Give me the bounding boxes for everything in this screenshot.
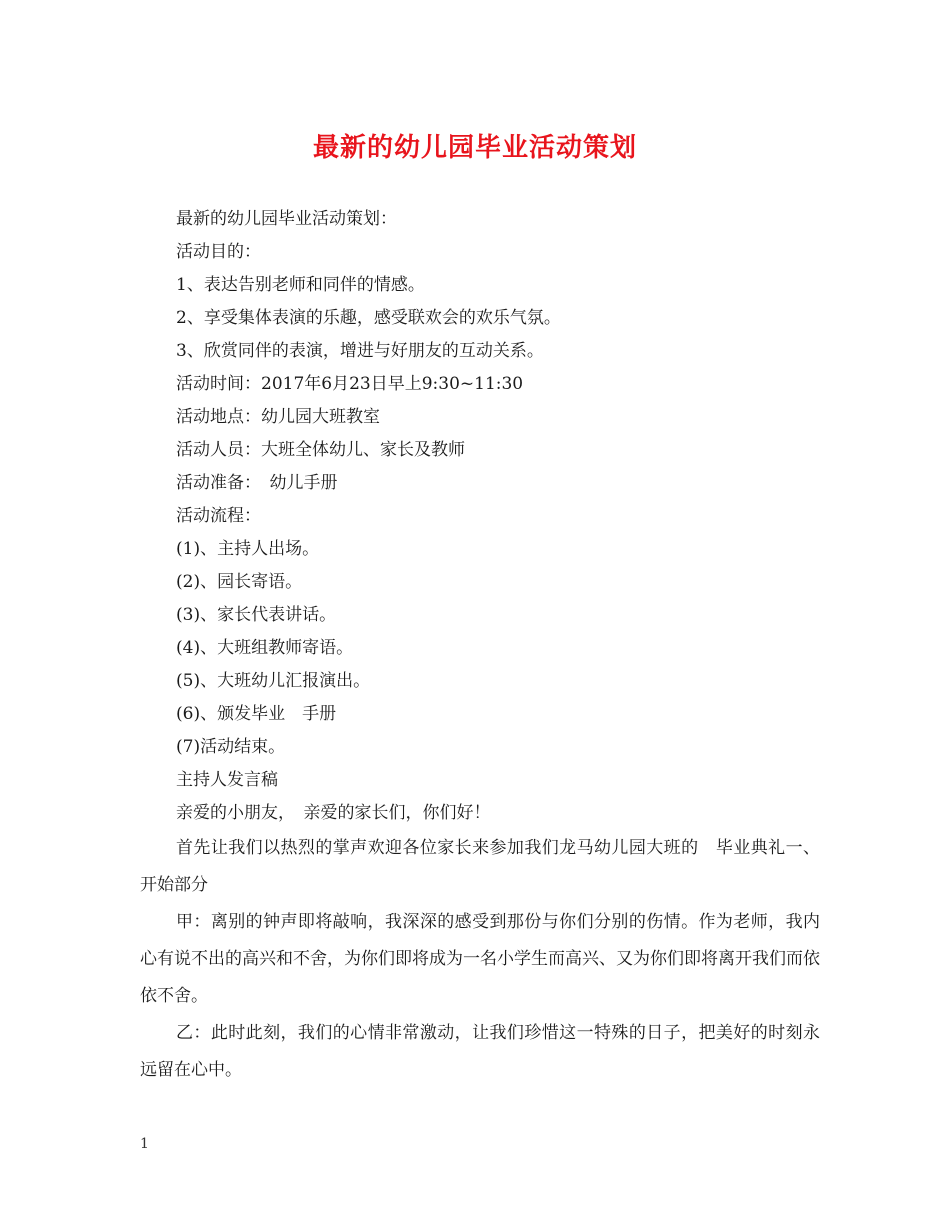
text-line: 活动目的： xyxy=(176,242,261,262)
text-line: 最新的幼儿园毕业活动策划： xyxy=(176,209,397,229)
text-line: (5)、大班幼儿汇报演出。 xyxy=(176,671,371,691)
document-title: 最新的幼儿园毕业活动策划 xyxy=(312,133,637,163)
text-line: 亲爱的小朋友， 亲爱的家长们，你们好！ xyxy=(176,803,491,823)
text-line: 2、享受集体表演的乐趣，感受联欢会的欢乐气氛。 xyxy=(176,308,561,328)
text-line: 活动人员：大班全体幼儿、家长及教师 xyxy=(176,440,465,460)
text-line: 活动地点：幼儿园大班教室 xyxy=(176,407,380,427)
text-line: (6)、颁发毕业 手册 xyxy=(176,704,337,724)
text-line: 主持人发言稿 xyxy=(176,770,278,790)
text-line: (2)、园长寄语。 xyxy=(176,572,303,592)
text-paragraph: 首先让我们以热烈的掌声欢迎各位家长来参加我们龙马幼儿园大班的 毕业典礼一、开始部分 xyxy=(140,838,820,895)
text-line: 活动流程： xyxy=(176,506,261,526)
text-line: (4)、大班组教师寄语。 xyxy=(176,638,354,658)
text-paragraph: 甲：离别的钟声即将敲响，我深深的感受到那份与你们分别的伤情。作为老师，我内心有说不出的高兴和不舍，为你们即将成为一名小学生而高兴、又为你们即将离开我们而依依不舍。 xyxy=(140,912,820,1006)
text-line: (7)活动结束。 xyxy=(176,737,286,757)
text-line: (3)、家长代表讲话。 xyxy=(176,605,337,625)
page-number: 1 xyxy=(140,1136,149,1152)
text-line: 活动时间：2017年6月23日早上9:30~11:30 xyxy=(176,374,524,394)
text-line: 活动准备： 幼儿手册 xyxy=(176,473,338,493)
text-line: 1、表达告别老师和同伴的情感。 xyxy=(176,275,425,295)
document-body xyxy=(140,203,820,1089)
text-paragraph: 乙：此时此刻，我们的心情非常激动，让我们珍惜这一特殊的日子，把美好的时刻永远留在心中。 xyxy=(140,1023,820,1080)
text-line: (1)、主持人出场。 xyxy=(176,539,320,559)
text-line: 3、欣赏同伴的表演，增进与好朋友的互动关系。 xyxy=(176,341,544,361)
